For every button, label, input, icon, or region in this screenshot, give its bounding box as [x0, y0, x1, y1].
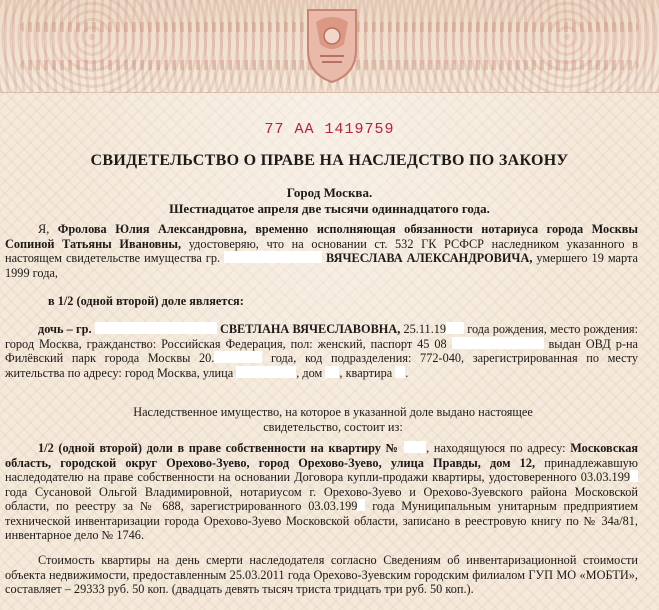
redaction-box	[446, 322, 464, 334]
heir-text: года рождения, место рождения: город Москва, гражданство: Российская Федерация, пол: женский, паспорт 45 08	[5, 322, 638, 351]
redaction-box	[325, 366, 339, 378]
city-line: Город Москва.	[286, 185, 373, 200]
intro-text: удостоверяю, что на основании ст. 532 ГК РСФСР наследником указанного в настоящем свидетельстве имущества гр.	[5, 236, 638, 265]
certificate-serial-number: 77 АА 1419759	[264, 121, 395, 138]
property-text: года Муниципальным унитарным предприятием технической инвентаризации города Орехово-Зуево Московской области, записано в реестровую книгу по № 34а/81, инвентарное дело № 1746.	[5, 499, 638, 542]
property-text: , находящуюся по адресу:	[426, 441, 571, 455]
redaction-box	[95, 322, 217, 334]
intro-paragraph	[5, 222, 638, 280]
cost-paragraph	[5, 553, 638, 597]
redaction-box	[214, 351, 262, 363]
redaction-box	[630, 470, 638, 482]
property-paragraph	[5, 441, 638, 543]
heir-name: СВЕТЛАНА ВЯЧЕСЛАВОВНА,	[219, 322, 401, 336]
property-intro: Наследственное имущество, на которое в указанной доле выдано настоящее свидетельство, состоит из:	[133, 405, 533, 434]
heir-text: .	[405, 365, 409, 380]
property-text: принадлежавшую наследодателю на праве собственности на основании Договора купли-продажи квартиры, удостоверенного 03.03.199	[5, 455, 638, 484]
heir-label: дочь – гр.	[38, 322, 92, 336]
cost-text: Стоимость квартиры на день смерти наследодателя согласно Сведениям об инвентаризационной стоимости объекта недвижимости, предоставленным 25.03.2011 года Орехово-Зуевским городским филиалом ГУП МО «МОБТИ», составляет – 29333 руб. 50 коп. (двадцать девять тысяч триста тридцать три руб. 50 коп.).	[5, 553, 638, 596]
redaction-box	[224, 251, 322, 263]
deceased-name: ВЯЧЕСЛАВА АЛЕКСАНДРОВИЧА,	[322, 251, 533, 265]
property-address: Московская область, городской округ Орехово-Зуево, город Орехово-Зуево, улица Правды, дом 12,	[5, 441, 638, 470]
death-date-text: умершего 19 марта 1999 года,	[5, 251, 638, 280]
intro-text: Я,	[38, 222, 58, 236]
property-text: года Сусановой Ольгой Владимировной, нотариусом г. Орехово-Зуево и Орехово-Зуевского района Московской области, по реестру за № 688, зарегистрированного 03.03.199	[5, 484, 638, 513]
redaction-box	[452, 337, 544, 349]
heir-text: года, код подразделения: 772-040, зарегистрированная по месту жительства по адресу: город Москва, улица	[5, 351, 638, 380]
share-heading: в 1/2 (одной второй) доле является:	[48, 294, 244, 308]
coat-of-arms-emblem	[300, 4, 364, 84]
heir-text: , квартира	[339, 365, 396, 380]
redaction-box	[236, 366, 296, 378]
date-line: Шестнадцатое апреля две тысячи одиннадцатого года.	[169, 201, 490, 216]
notary-name: Фролова Юлия Александровна, временно исполняющая обязанности нотариуса города Москвы Сопиной Татьяны Ивановны,	[5, 222, 638, 251]
heir-text: выдан ОВД р-на Филёвский парк города Москвы 20.	[5, 336, 638, 365]
redaction-box	[395, 366, 405, 378]
property-share: 1/2 (одной второй) доли в праве собственности на квартиру №	[38, 441, 400, 455]
redaction-box	[404, 441, 426, 453]
heir-paragraph	[5, 322, 638, 380]
document-title: СВИДЕТЕЛЬСТВО О ПРАВЕ НА НАСЛЕДСТВО ПО ЗАКОНУ	[90, 152, 569, 169]
heir-text: 25.11.19	[400, 322, 447, 336]
heir-text: , дом	[296, 365, 326, 380]
